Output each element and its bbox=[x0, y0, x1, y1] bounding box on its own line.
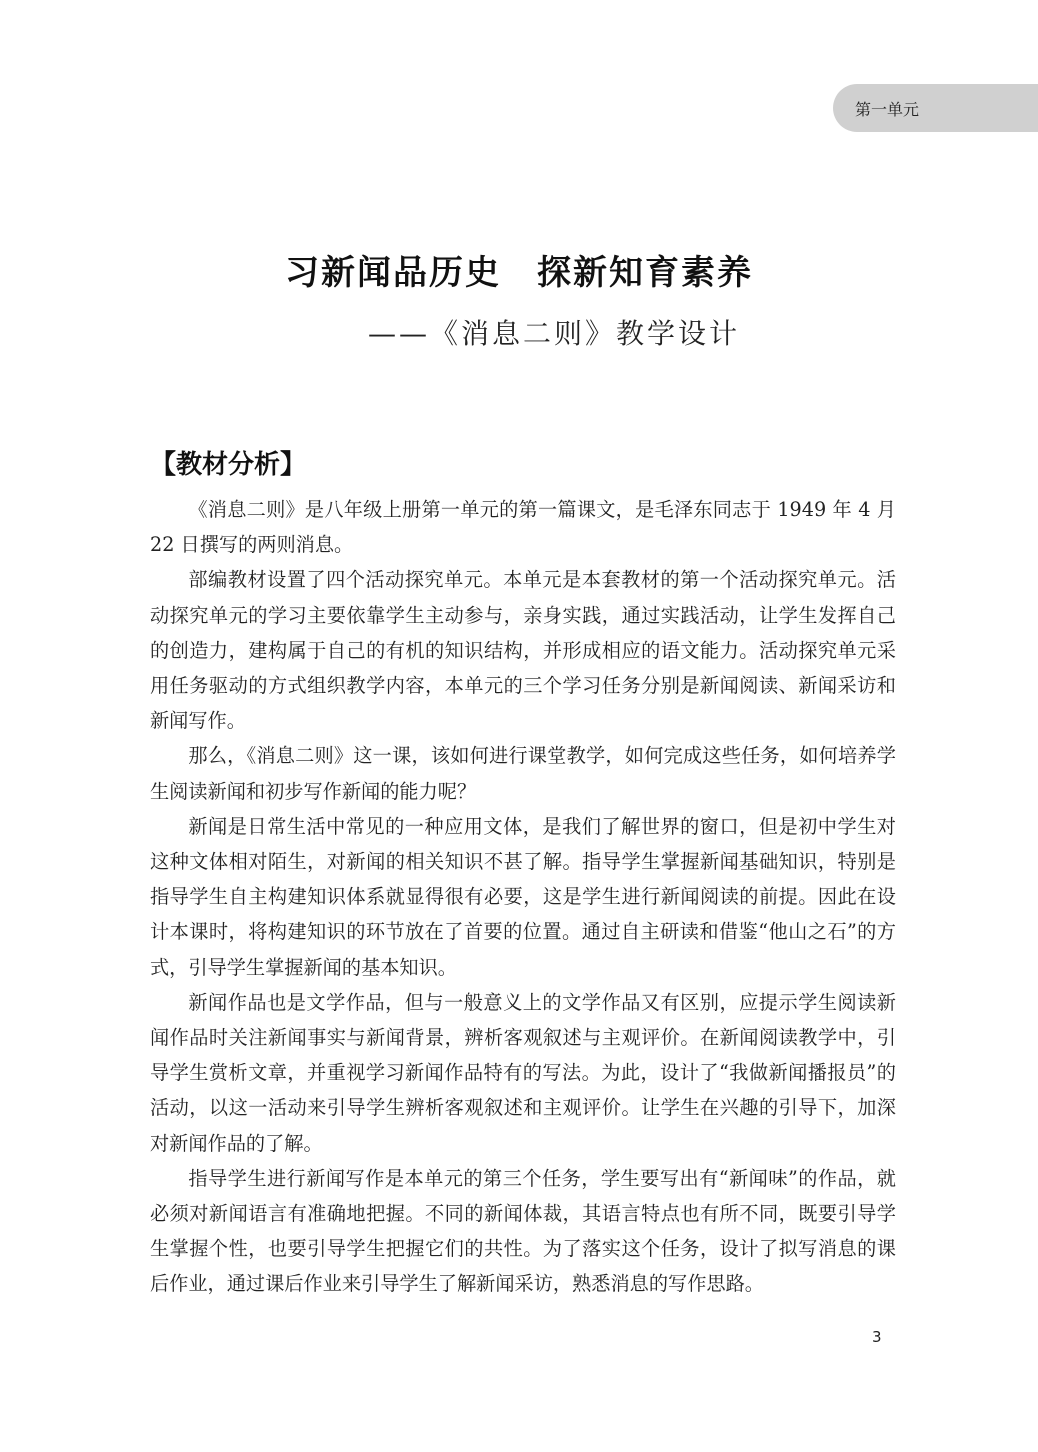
paragraph: 新闻是日常生活中常见的一种应用文体，是我们了解世界的窗口，但是初中学生对这种文体相对陌生，对新闻的相关知识不甚了解。指导学生掌握新闻基础知识，特别是指导学生自主构建知识体系就显得很有必要，这是学生进行新闻阅读的前提。因此在设计本课时，将构建知识的环节放在了首要的位置。通过自主研读和借鉴“他山之石”的方式，引导学生掌握新闻的基本知识。 bbox=[150, 814, 896, 979]
paragraph: 那么，《消息二则》这一课，该如何进行课堂教学，如何完成这些任务，如何培养学生阅读新闻和初步写作新闻的能力呢？ bbox=[150, 744, 896, 803]
page-subtitle: ——《消息二则》教学设计 bbox=[367, 317, 740, 350]
section-heading: 【教材分析】 bbox=[150, 450, 307, 480]
unit-tab bbox=[833, 84, 1038, 132]
paragraph: 部编教材设置了四个活动探究单元。本单元是本套教材的第一个活动探究单元。活动探究单元的学习主要依靠学生主动参与，亲身实践，通过实践活动，让学生发挥自己的创造力，建构属于自己的有机的知识结构，并形成相应的语文能力。活动探究单元采用任务驱动的方式组织教学内容，本单元的三个学习任务分别是新闻阅读、新闻采访和新闻写作。 bbox=[150, 568, 896, 733]
paragraph: 指导学生进行新闻写作是本单元的第三个任务，学生要写出有“新闻味”的作品，就必须对新闻语言有准确地把握。不同的新闻体裁，其语言特点也有所不同，既要引导学生掌握个性，也要引导学生把握它们的共性。为了落实这个任务，设计了拟写消息的课后作业，通过课后作业来引导学生了解新闻采访，熟悉消息的写作思路。 bbox=[150, 1166, 896, 1296]
paragraph: 《消息二则》是八年级上册第一单元的第一篇课文，是毛泽东同志于 1949 年 4 月 22 日撰写的两则消息。 bbox=[150, 498, 896, 557]
paragraph: 新闻作品也是文学作品，但与一般意义上的文学作品又有区别，应提示学生阅读新闻作品时关注新闻事实与新闻背景，辨析客观叙述与主观评价。在新闻阅读教学中，引导学生赏析文章，并重视学习新闻作品特有的写法。为此，设计了“我做新闻播报员”的活动，以这一活动来引导学生辨析客观叙述和主观评价。让学生在兴趣的引导下，加深对新闻作品的了解。 bbox=[150, 990, 896, 1155]
page-number: 3 bbox=[872, 1328, 882, 1346]
body-text bbox=[150, 492, 896, 1302]
page-title: 习新闻品历史 探新知育素养 bbox=[285, 253, 753, 293]
unit-tab-label: 第一单元 bbox=[855, 99, 920, 119]
